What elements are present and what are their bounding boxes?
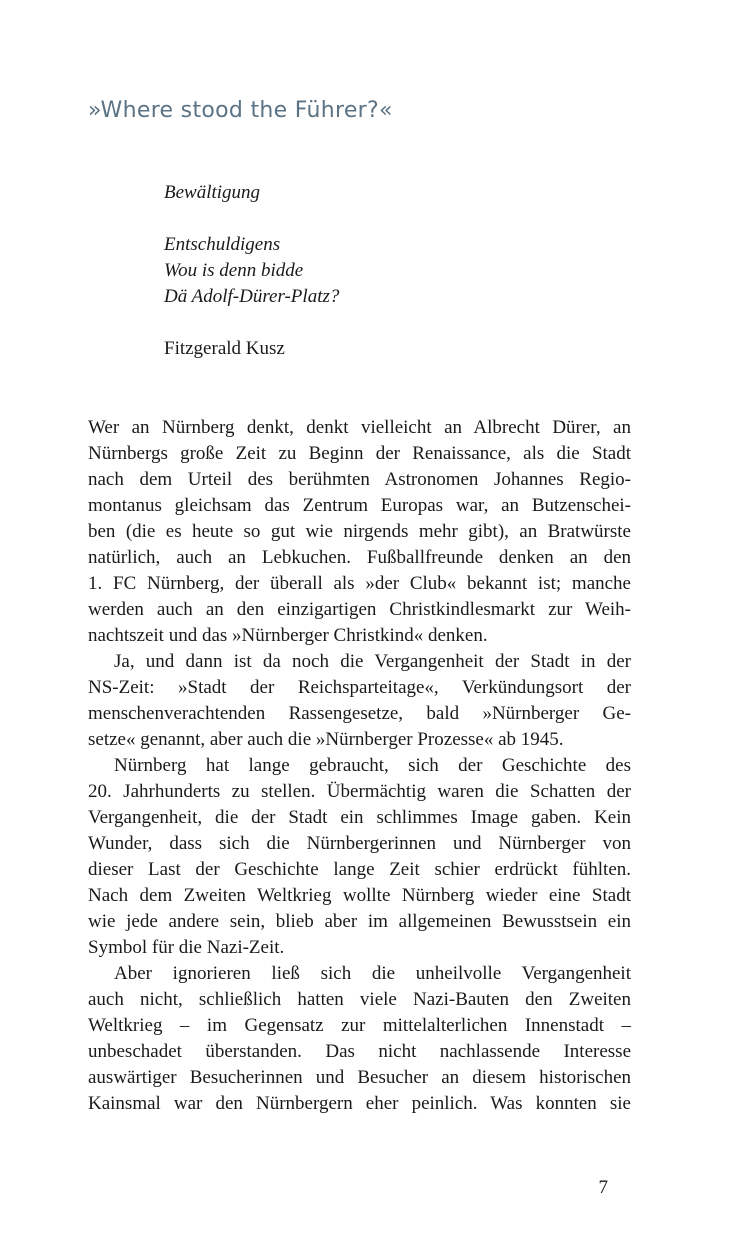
body-line: werden auch an den einzigartigen Christkindlesmarkt zur Weih- — [88, 599, 631, 620]
body-line: menschenverachtenden Rassengesetze, bald »Nürnberger Ge- — [88, 703, 631, 724]
epigraph-line: Entschuldigens — [164, 234, 281, 255]
body-line: Aber ignorieren ließ sich die unheilvolle Vergangenheit — [114, 963, 631, 984]
body-line: Weltkrieg – im Gegensatz zur mittelalterlichen Innenstadt – — [88, 1015, 631, 1036]
body-line: ben (die es heute so gut wie nirgends mehr gibt), an Bratwürste — [88, 521, 631, 542]
chapter-title: »Where stood the Führer?« — [88, 98, 393, 123]
body-line: Ja, und dann ist da noch die Vergangenheit der Stadt in der — [114, 651, 631, 672]
body-line: Wer an Nürnberg denkt, denkt vielleicht an Albrecht Dürer, an — [88, 417, 631, 438]
body-line: Symbol für die Nazi-Zeit. — [88, 937, 285, 958]
body-line: wie jede andere sein, blieb aber im allgemeinen Bewusstsein ein — [88, 911, 631, 932]
body-line: nachtszeit und das »Nürnberger Christkind« denken. — [88, 625, 488, 646]
epigraph-author: Fitzgerald Kusz — [164, 338, 285, 359]
body-line: auswärtiger Besucherinnen und Besucher an diesem historischen — [88, 1067, 631, 1088]
body-line: Wunder, dass sich die Nürnbergerinnen und Nürnberger von — [88, 833, 631, 854]
body-line: Nürnberg hat lange gebraucht, sich der Geschichte des — [114, 755, 631, 776]
body-line: setze« genannt, aber auch die »Nürnberger Prozesse« ab 1945. — [88, 729, 564, 750]
body-line: Nürnbergs große Zeit zu Beginn der Renaissance, als die Stadt — [88, 443, 631, 464]
body-line: Vergangenheit, die der Stadt ein schlimmes Image gaben. Kein — [88, 807, 631, 828]
body-line: 1. FC Nürnberg, der überall als »der Club« bekannt ist; manche — [88, 573, 631, 594]
body-line: NS-Zeit: »Stadt der Reichsparteitage«, Verkündungsort der — [88, 677, 631, 698]
body-line: unbeschadet überstanden. Das nicht nachlassende Interesse — [88, 1041, 631, 1062]
body-line: montanus gleichsam das Zentrum Europas war, an Butzenschei- — [88, 495, 631, 516]
body-line: Nach dem Zweiten Weltkrieg wollte Nürnberg wieder eine Stadt — [88, 885, 631, 906]
epigraph-line: Dä Adolf-Dürer-Platz? — [164, 286, 340, 307]
body-line: auch nicht, schließlich hatten viele Nazi-Bauten den Zweiten — [88, 989, 631, 1010]
body-line: dieser Last der Geschichte lange Zeit schier erdrückt fühlten. — [88, 859, 631, 880]
epigraph-title: Bewältigung — [164, 182, 261, 203]
body-text — [88, 415, 631, 1117]
body-line: 20. Jahrhunderts zu stellen. Übermächtig waren die Schatten der — [88, 781, 631, 802]
body-line: Kainsmal war den Nürnbergern eher peinlich. Was konnten sie — [88, 1093, 631, 1114]
body-line: natürlich, auch an Lebkuchen. Fußballfreunde denken an den — [88, 547, 631, 568]
body-line: nach dem Urteil des berühmten Astronomen Johannes Regio- — [88, 469, 631, 490]
epigraph — [164, 180, 339, 362]
epigraph-line: Wou is denn bidde — [164, 260, 304, 281]
page-number: 7 — [598, 1177, 608, 1198]
